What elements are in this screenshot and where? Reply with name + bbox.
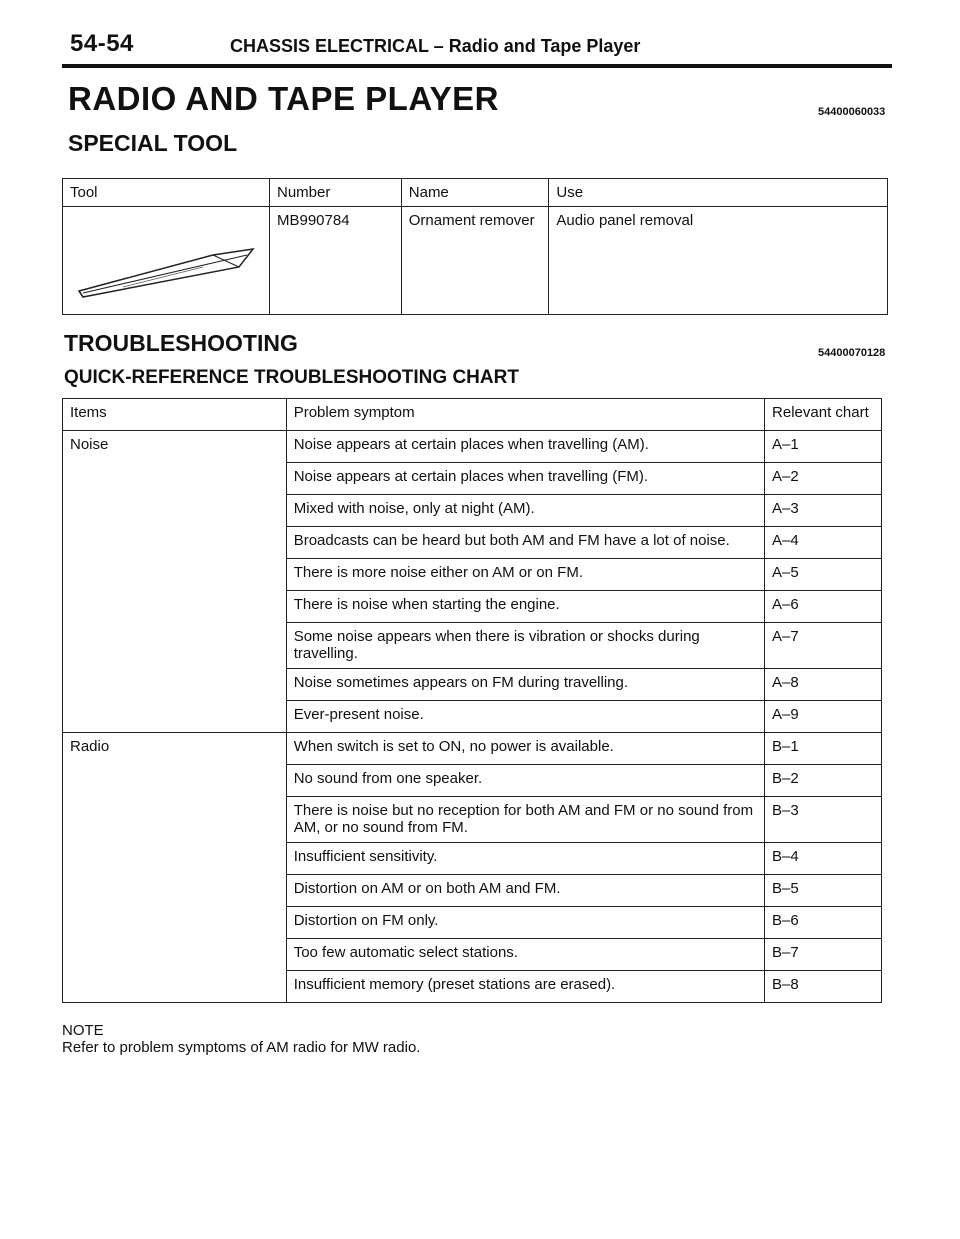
troubleshooting-header-row: [63, 399, 882, 431]
troubleshooting-code: 54400070128: [818, 347, 886, 359]
chart-cell: B–4: [765, 843, 882, 875]
symptom-cell: No sound from one speaker.: [286, 765, 764, 797]
symptom-col-header: Problem symptom: [286, 399, 764, 431]
symptom-cell: Distortion on AM or on both AM and FM.: [286, 875, 764, 907]
table-row: [63, 733, 882, 765]
title-code: 54400060033: [818, 106, 886, 118]
chart-cell: A–6: [765, 591, 882, 623]
symptom-cell: Insufficient memory (preset stations are erased).: [286, 971, 764, 1003]
symptom-cell: Distortion on FM only.: [286, 907, 764, 939]
chart-subheading: QUICK-REFERENCE TROUBLESHOOTING CHART: [64, 367, 519, 388]
table-row: [63, 431, 882, 463]
note-label: NOTE: [62, 1022, 104, 1039]
chart-cell: B–1: [765, 733, 882, 765]
page-number: 54-54: [70, 30, 134, 57]
tool-use: Audio panel removal: [549, 207, 888, 315]
chart-cell: B–5: [765, 875, 882, 907]
symptom-cell: When switch is set to ON, no power is available.: [286, 733, 764, 765]
group-item-noise: Noise: [63, 431, 287, 733]
chart-cell: A–9: [765, 701, 882, 733]
chart-cell: B–3: [765, 797, 882, 843]
troubleshooting-heading: TROUBLESHOOTING: [64, 330, 298, 356]
symptom-cell: There is more noise either on AM or on FM.: [286, 559, 764, 591]
tool-col-header: Tool: [63, 179, 270, 207]
name-col-header: Name: [401, 179, 549, 207]
chart-cell: A–3: [765, 495, 882, 527]
group-item-radio: Radio: [63, 733, 287, 1003]
symptom-cell: There is noise when starting the engine.: [286, 591, 764, 623]
chart-cell: A–4: [765, 527, 882, 559]
tool-name: Ornament remover: [401, 207, 549, 315]
tool-table-header-row: [63, 179, 888, 207]
section-title: CHASSIS ELECTRICAL – Radio and Tape Player: [230, 36, 641, 56]
symptom-cell: Insufficient sensitivity.: [286, 843, 764, 875]
chart-cell: A–1: [765, 431, 882, 463]
symptom-cell: Broadcasts can be heard but both AM and FM have a lot of noise.: [286, 527, 764, 559]
special-tool-heading: SPECIAL TOOL: [68, 130, 238, 156]
symptom-cell: There is noise but no reception for both AM and FM or no sound from AM, or no sound from FM.: [286, 797, 764, 843]
ornament-remover-tool-icon: [63, 207, 269, 307]
use-col-header: Use: [549, 179, 888, 207]
symptom-cell: Noise appears at certain places when travelling (AM).: [286, 431, 764, 463]
tool-illustration-cell: [63, 207, 270, 315]
chart-cell: A–5: [765, 559, 882, 591]
symptom-cell: Noise sometimes appears on FM during travelling.: [286, 669, 764, 701]
symptom-cell: Noise appears at certain places when travelling (FM).: [286, 463, 764, 495]
chart-cell: B–2: [765, 765, 882, 797]
items-col-header: Items: [63, 399, 287, 431]
symptom-cell: Some noise appears when there is vibration or shocks during travelling.: [286, 623, 764, 669]
note: [62, 1022, 420, 1056]
chart-cell: A–7: [765, 623, 882, 669]
special-tool-table: [62, 178, 888, 315]
symptom-cell: Mixed with noise, only at night (AM).: [286, 495, 764, 527]
page-title: RADIO AND TAPE PLAYER: [68, 80, 499, 117]
symptom-cell: Ever-present noise.: [286, 701, 764, 733]
chart-cell: A–2: [765, 463, 882, 495]
tool-table-row: [63, 207, 888, 315]
troubleshooting-table: [62, 398, 882, 1003]
number-col-header: Number: [270, 179, 402, 207]
chart-cell: B–7: [765, 939, 882, 971]
tool-number: MB990784: [270, 207, 402, 315]
chart-cell: B–6: [765, 907, 882, 939]
note-text: Refer to problem symptoms of AM radio for MW radio.: [62, 1039, 421, 1056]
chart-col-header: Relevant chart: [765, 399, 882, 431]
chart-cell: A–8: [765, 669, 882, 701]
chart-cell: B–8: [765, 971, 882, 1003]
symptom-cell: Too few automatic select stations.: [286, 939, 764, 971]
header-rule: [62, 64, 892, 68]
